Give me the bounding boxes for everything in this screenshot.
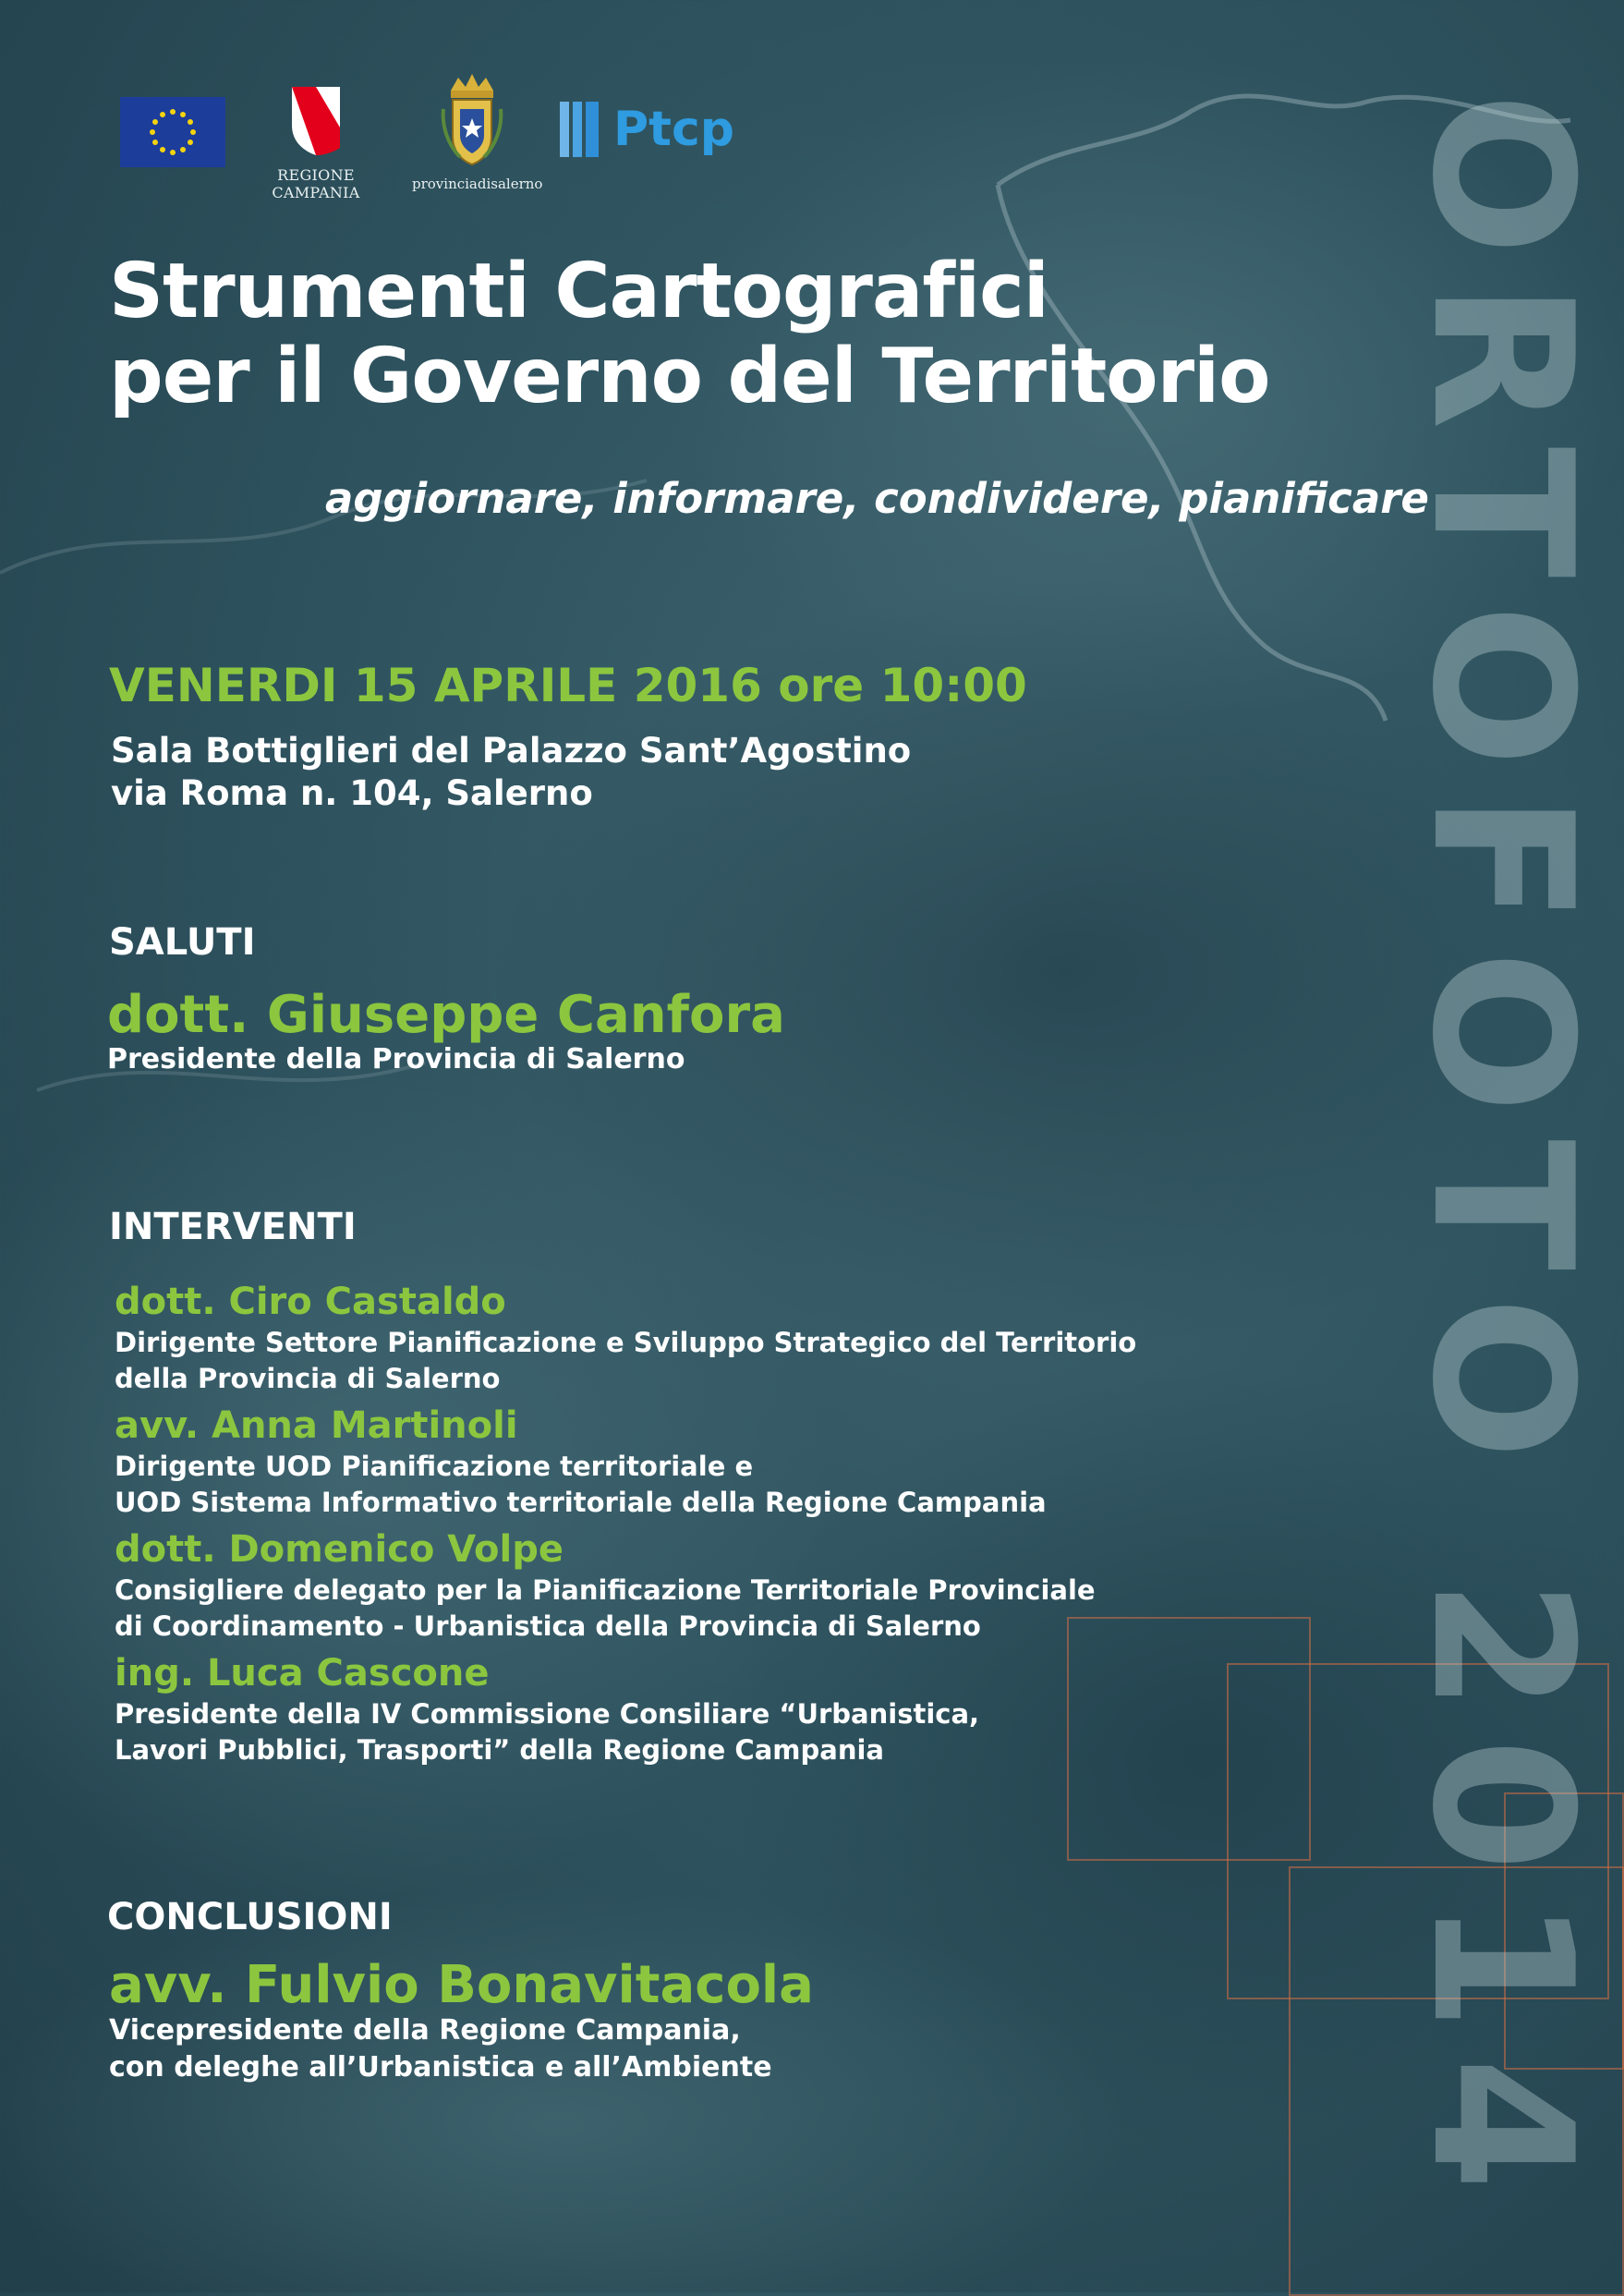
speaker-item [115,1650,1158,1768]
subtitle: aggiornare, informare, condividere, pianificare [325,474,1429,523]
title-line-1: Strumenti Cartografici [109,248,1048,335]
province-crest-icon [440,72,504,174]
speaker-role-line-1: Presidente della IV Commissione Consiliare “Urbanistica, [115,1698,980,1730]
region-caption: REGIONE CAMPANIA [272,166,360,201]
ptcp-label: Ptcp [613,102,735,157]
eu-flag-icon [120,97,225,167]
speaker-name: avv. Anna Martinoli [115,1404,518,1447]
provincia-salerno-logo [412,72,543,201]
regione-campania-logo [242,83,390,203]
speaker-name: ing. Luca Cascone [115,1652,490,1695]
speakers-list [115,1279,1158,1774]
speaker-role-line-2: Lavori Pubblici, Trasporti” della Regione Campania [115,1734,884,1766]
watermark-text: ORTOFOTO 2014 [1389,92,1613,2217]
conclusioni-speaker-role [109,2012,940,2086]
conclusioni-role-line-2: con deleghe all’Urbanistica e all’Ambiente [109,2051,772,2083]
vertical-watermark [1389,92,1613,2254]
region-shield-icon [288,83,344,157]
speaker-role-line-1: Dirigente Settore Pianificazione e Sviluppo Strategico del Territorio [115,1327,1137,1358]
speaker-name: dott. Domenico Volpe [115,1528,564,1571]
ptcp-logo [560,100,735,159]
ptcp-bars-icon [560,102,612,157]
conclusioni-heading: CONCLUSIONI [107,1896,393,1938]
saluti-heading: SALUTI [109,921,256,964]
event-date: VENERDI 15 APRILE 2016 ore 10:00 [109,659,1027,712]
event-venue [111,730,911,815]
province-caption: provinciadisalerno [412,176,543,192]
saluti-speaker-name: dott. Giuseppe Canfora [107,985,785,1045]
title-line-2: per il Governo del Territorio [109,333,1270,420]
conclusioni-role-line-1: Vicepresidente della Regione Campania, [109,2014,741,2047]
speaker-name: dott. Ciro Castaldo [115,1281,506,1323]
venue-line-2: via Roma n. 104, Salerno [111,773,593,813]
speaker-item [115,1526,1158,1645]
interventi-heading: INTERVENTI [109,1206,357,1248]
conclusioni-speaker-name: avv. Fulvio Bonavitacola [109,1955,814,2015]
venue-line-1: Sala Bottiglieri del Palazzo Sant’Agostino [111,731,912,771]
saluti-speaker-role: Presidente della Provincia di Salerno [107,1043,685,1075]
speaker-item [115,1403,1158,1521]
speaker-role-line-1: Dirigente UOD Pianificazione territoriale e [115,1451,754,1482]
speaker-role-line-2: UOD Sistema Informativo territoriale della Regione Campania [115,1487,1047,1518]
page-title [109,249,1402,419]
speaker-item [115,1279,1158,1397]
speaker-role-line-2: della Provincia di Salerno [115,1363,501,1394]
speaker-role-line-2: di Coordinamento - Urbanistica della Provincia di Salerno [115,1610,981,1642]
speaker-role-line-1: Consigliere delegato per la Pianificazione Territoriale Provinciale [115,1574,1096,1606]
